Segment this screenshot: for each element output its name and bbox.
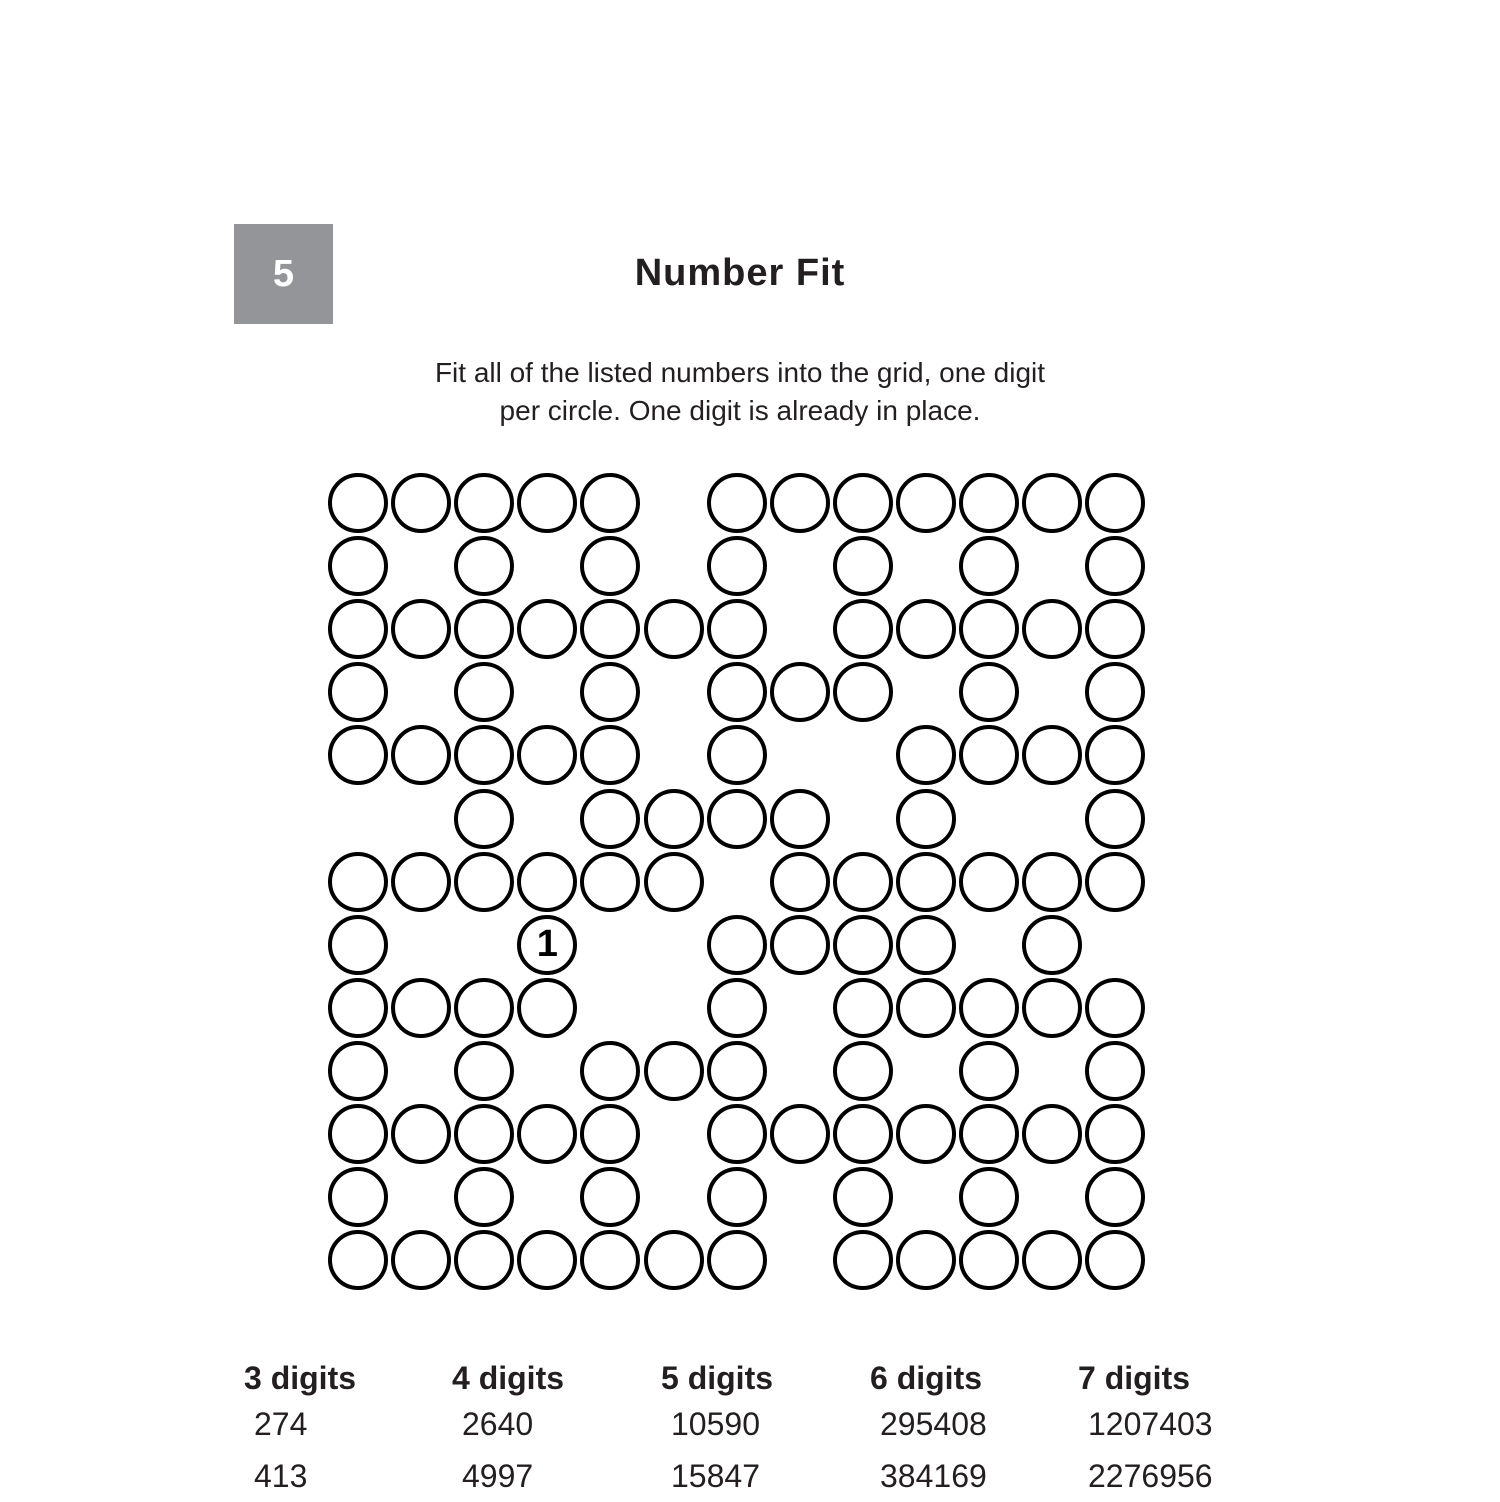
grid-circle[interactable] bbox=[707, 1230, 767, 1290]
grid-circle[interactable] bbox=[707, 536, 767, 596]
grid-circle[interactable] bbox=[896, 473, 956, 533]
grid-circle[interactable] bbox=[1022, 978, 1082, 1038]
grid-circle[interactable] bbox=[770, 473, 830, 533]
grid-circle[interactable] bbox=[328, 536, 388, 596]
grid-circle[interactable] bbox=[833, 915, 893, 975]
grid-circle[interactable] bbox=[517, 599, 577, 659]
grid-circle[interactable] bbox=[517, 1104, 577, 1164]
grid-circle[interactable] bbox=[1022, 725, 1082, 785]
puzzle-title: Number Fit bbox=[634, 252, 846, 294]
grid-circle[interactable] bbox=[580, 1104, 640, 1164]
puzzle-number: 5 bbox=[272, 252, 295, 295]
list-number: 4997 bbox=[462, 1458, 534, 1494]
list-heading: 3 digits bbox=[244, 1360, 357, 1396]
instructions-line-1: Fit all of the listed numbers into the grid, one digit bbox=[434, 357, 1046, 388]
grid-circle[interactable] bbox=[959, 725, 1019, 785]
grid-circle[interactable] bbox=[328, 473, 388, 533]
grid-circle[interactable] bbox=[580, 473, 640, 533]
grid-circle[interactable] bbox=[707, 662, 767, 722]
grid-circle[interactable] bbox=[580, 599, 640, 659]
instructions-line-2: per circle. One digit is already in place. bbox=[499, 395, 981, 426]
list-number: 2276956 bbox=[1088, 1458, 1213, 1494]
grid-circle[interactable] bbox=[454, 852, 514, 912]
grid-circle[interactable] bbox=[1022, 852, 1082, 912]
grid-circle[interactable] bbox=[328, 978, 388, 1038]
grid-circle[interactable] bbox=[328, 662, 388, 722]
grid-circle[interactable] bbox=[896, 852, 956, 912]
grid-circle[interactable] bbox=[1085, 662, 1145, 722]
grid-circle[interactable] bbox=[707, 1104, 767, 1164]
grid-circle[interactable] bbox=[580, 1041, 640, 1101]
list-number: 10590 bbox=[671, 1406, 760, 1442]
grid-circle[interactable] bbox=[959, 1167, 1019, 1227]
grid-circle[interactable] bbox=[770, 852, 830, 912]
grid-circle[interactable] bbox=[1022, 1104, 1082, 1164]
grid-circle[interactable] bbox=[517, 1230, 577, 1290]
grid-circle[interactable] bbox=[1085, 536, 1145, 596]
grid-circle-given[interactable]: 1 bbox=[517, 915, 577, 975]
list-number: 274 bbox=[254, 1406, 308, 1442]
grid-circle[interactable] bbox=[833, 599, 893, 659]
grid-circle[interactable] bbox=[644, 1230, 704, 1290]
grid-circle[interactable] bbox=[770, 915, 830, 975]
grid-circle[interactable] bbox=[896, 978, 956, 1038]
grid-circle[interactable] bbox=[833, 1104, 893, 1164]
grid-circle[interactable] bbox=[454, 1230, 514, 1290]
grid-circle[interactable] bbox=[391, 725, 451, 785]
grid-circle[interactable] bbox=[391, 978, 451, 1038]
grid-circle[interactable] bbox=[1085, 599, 1145, 659]
grid-circle[interactable] bbox=[517, 725, 577, 785]
grid-circle[interactable] bbox=[770, 789, 830, 849]
grid-circle[interactable] bbox=[833, 1167, 893, 1227]
grid-circle[interactable] bbox=[707, 1041, 767, 1101]
grid-circle[interactable] bbox=[328, 852, 388, 912]
grid-circle[interactable] bbox=[1022, 599, 1082, 659]
grid-circle[interactable] bbox=[959, 1230, 1019, 1290]
list-number: 1207403 bbox=[1088, 1406, 1213, 1442]
list-heading: 5 digits bbox=[661, 1360, 774, 1396]
list-number: 2640 bbox=[462, 1406, 534, 1442]
grid-circle[interactable] bbox=[1022, 915, 1082, 975]
grid-circle[interactable] bbox=[454, 1041, 514, 1101]
grid-circle[interactable] bbox=[454, 978, 514, 1038]
grid-circle[interactable] bbox=[391, 473, 451, 533]
grid-circle[interactable] bbox=[959, 662, 1019, 722]
grid-circle[interactable] bbox=[959, 978, 1019, 1038]
list-heading: 4 digits bbox=[452, 1360, 565, 1396]
grid-circle[interactable] bbox=[1085, 1104, 1145, 1164]
grid-circle[interactable] bbox=[644, 852, 704, 912]
grid-circle[interactable] bbox=[580, 1230, 640, 1290]
grid-circle[interactable] bbox=[707, 725, 767, 785]
grid-circle[interactable] bbox=[1085, 1230, 1145, 1290]
grid-circle[interactable] bbox=[391, 1230, 451, 1290]
grid-circle[interactable] bbox=[833, 1041, 893, 1101]
grid-circle[interactable] bbox=[959, 536, 1019, 596]
list-5-digits bbox=[661, 1358, 773, 1502]
instructions bbox=[0, 354, 1480, 430]
grid-circle[interactable] bbox=[328, 1041, 388, 1101]
grid-circle[interactable] bbox=[707, 473, 767, 533]
grid-circle[interactable] bbox=[959, 852, 1019, 912]
grid-circle[interactable] bbox=[644, 789, 704, 849]
list-heading: 7 digits bbox=[1078, 1360, 1191, 1396]
puzzle-grid bbox=[328, 473, 1152, 1297]
list-heading: 6 digits bbox=[870, 1360, 983, 1396]
grid-circle[interactable] bbox=[959, 1041, 1019, 1101]
grid-circle[interactable] bbox=[1085, 1167, 1145, 1227]
grid-circle[interactable] bbox=[833, 852, 893, 912]
grid-circle[interactable] bbox=[959, 1104, 1019, 1164]
grid-circle[interactable] bbox=[770, 1104, 830, 1164]
grid-circle[interactable] bbox=[896, 1104, 956, 1164]
grid-circle[interactable] bbox=[1085, 473, 1145, 533]
grid-circle[interactable] bbox=[580, 662, 640, 722]
grid-circle[interactable] bbox=[707, 789, 767, 849]
list-4-digits bbox=[452, 1358, 564, 1502]
list-number: 15847 bbox=[671, 1458, 760, 1494]
grid-circle[interactable] bbox=[328, 1104, 388, 1164]
grid-circle[interactable] bbox=[454, 473, 514, 533]
grid-circle[interactable] bbox=[833, 473, 893, 533]
grid-circle[interactable] bbox=[454, 536, 514, 596]
grid-circle[interactable] bbox=[391, 1104, 451, 1164]
grid-circle[interactable] bbox=[454, 789, 514, 849]
list-7-digits bbox=[1078, 1358, 1213, 1502]
grid-circle[interactable] bbox=[707, 599, 767, 659]
grid-circle[interactable] bbox=[644, 1041, 704, 1101]
grid-circle[interactable] bbox=[707, 978, 767, 1038]
list-number: 384169 bbox=[880, 1458, 987, 1494]
grid-circle[interactable] bbox=[959, 473, 1019, 533]
grid-circle[interactable] bbox=[580, 725, 640, 785]
grid-circle[interactable] bbox=[896, 1230, 956, 1290]
grid-circle[interactable] bbox=[580, 1167, 640, 1227]
grid-circle[interactable] bbox=[1085, 1041, 1145, 1101]
grid-circle[interactable] bbox=[580, 789, 640, 849]
list-6-digits bbox=[870, 1358, 987, 1502]
grid-circle[interactable] bbox=[454, 1104, 514, 1164]
grid-circle[interactable] bbox=[454, 662, 514, 722]
grid-circle[interactable] bbox=[1085, 852, 1145, 912]
grid-circle[interactable] bbox=[328, 915, 388, 975]
grid-circle[interactable] bbox=[1085, 978, 1145, 1038]
grid-circle[interactable] bbox=[896, 599, 956, 659]
grid-circle[interactable] bbox=[580, 852, 640, 912]
grid-circle[interactable] bbox=[896, 725, 956, 785]
grid-circle[interactable] bbox=[707, 915, 767, 975]
grid-circle[interactable] bbox=[454, 599, 514, 659]
grid-circle[interactable] bbox=[517, 978, 577, 1038]
grid-circle[interactable] bbox=[580, 536, 640, 596]
grid-circle[interactable] bbox=[391, 852, 451, 912]
grid-circle[interactable] bbox=[328, 725, 388, 785]
list-3-digits bbox=[244, 1358, 356, 1502]
grid-circle[interactable] bbox=[896, 915, 956, 975]
grid-circle[interactable] bbox=[454, 725, 514, 785]
grid-circle[interactable] bbox=[1022, 473, 1082, 533]
grid-circle[interactable] bbox=[454, 1167, 514, 1227]
grid-circle[interactable] bbox=[833, 662, 893, 722]
grid-circle[interactable] bbox=[1085, 725, 1145, 785]
grid-circle[interactable] bbox=[517, 852, 577, 912]
list-number: 295408 bbox=[880, 1406, 987, 1442]
grid-circle[interactable] bbox=[959, 599, 1019, 659]
grid-circle[interactable] bbox=[391, 599, 451, 659]
list-number: 413 bbox=[254, 1458, 308, 1494]
grid-circle[interactable] bbox=[833, 1230, 893, 1290]
grid-circle[interactable] bbox=[328, 1167, 388, 1227]
grid-circle[interactable] bbox=[1085, 789, 1145, 849]
grid-circle[interactable] bbox=[833, 978, 893, 1038]
grid-circle[interactable] bbox=[896, 789, 956, 849]
grid-circle[interactable] bbox=[1022, 1230, 1082, 1290]
grid-circle[interactable] bbox=[517, 473, 577, 533]
grid-circle[interactable] bbox=[833, 536, 893, 596]
grid-circle[interactable] bbox=[328, 599, 388, 659]
grid-circle[interactable] bbox=[328, 1230, 388, 1290]
grid-circle[interactable] bbox=[644, 599, 704, 659]
grid-circle[interactable] bbox=[707, 1167, 767, 1227]
grid-circle[interactable] bbox=[770, 662, 830, 722]
